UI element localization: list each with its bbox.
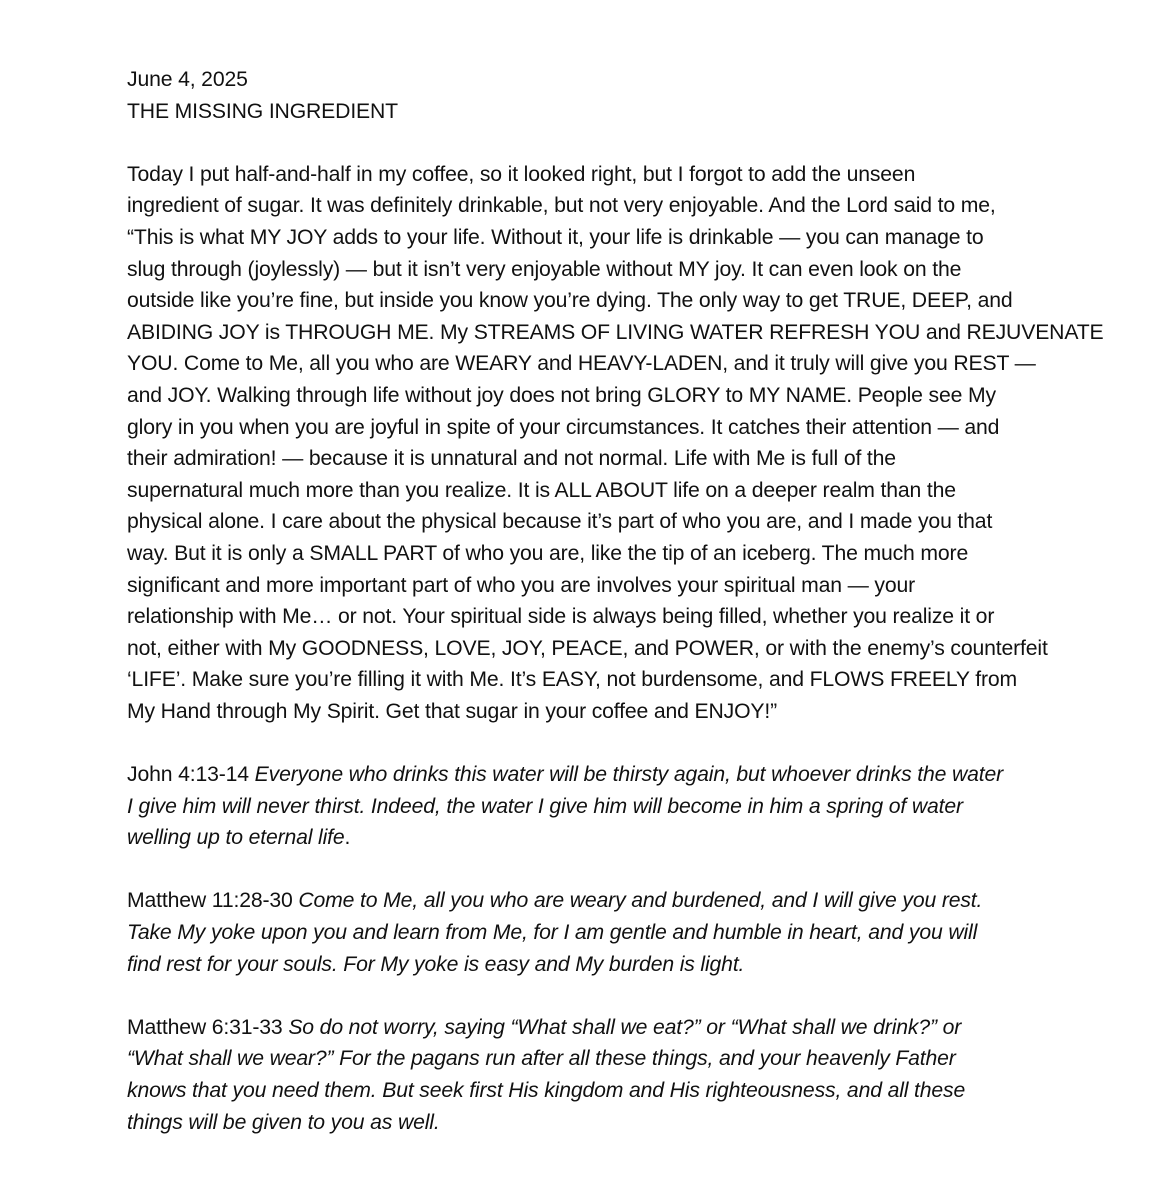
scripture-text: So do not worry, saying “What shall we eat?” or “What shall we drink?” or — [288, 1015, 962, 1039]
scripture-matthew-11 — [127, 885, 1117, 980]
scripture-line — [127, 822, 1117, 854]
body-line: way. But it is only a SMALL PART of who you are, like the tip of an iceberg. The much more — [127, 541, 969, 565]
body-line: supernatural much more than you realize. It is ALL ABOUT life on a deeper realm than the — [127, 478, 956, 502]
body-line: ‘LIFE’. Make sure you’re filling it with Me. It’s EASY, not burdensome, and FLOWS FREELY from — [127, 668, 1018, 692]
scripture-line — [127, 759, 1117, 791]
scripture-reference: Matthew 6:31-33 — [127, 1015, 283, 1039]
body-line: My Hand through My Spirit. Get that sugar in your coffee and ENJOY!” — [127, 699, 778, 723]
body-line: ingredient of sugar. It was definitely drinkable, but not very enjoyable. And the Lord said to me, — [127, 194, 996, 218]
body-line: slug through (joylessly) — but it isn’t very enjoyable without MY joy. It can even look on the — [127, 257, 962, 281]
scripture-text: find rest for your souls. For My yoke is easy and My burden is light. — [127, 952, 745, 976]
scripture-john — [127, 759, 1117, 854]
body-line: relationship with Me… or not. Your spiritual side is always being filled, whether you realize it or — [127, 605, 995, 629]
scripture-reference: Matthew 11:28-30 — [127, 889, 293, 913]
scripture-line — [127, 1012, 1117, 1044]
body-line: physical alone. I care about the physical because it’s part of who you are, and I made you that — [127, 510, 993, 534]
body-line: not, either with My GOODNESS, LOVE, JOY, PEACE, and POWER, or with the enemy’s counterfeit — [127, 636, 1048, 660]
body-line: and JOY. Walking through life without joy does not bring GLORY to MY NAME. People see My — [127, 383, 996, 407]
body-line: Today I put half-and-half in my coffee, so it looked right, but I forgot to add the unseen — [127, 162, 916, 186]
entry-title: THE MISSING INGREDIENT — [127, 99, 398, 123]
devotional-body — [127, 159, 1117, 728]
scripture-text: Everyone who drinks this water will be thirsty again, but whoever drinks the water — [254, 763, 1004, 787]
scripture-text: knows that you need them. But seek first His kingdom and His righteousness, and all these — [127, 1079, 966, 1102]
body-line: ABIDING JOY is THROUGH ME. My STREAMS OF LIVING WATER REFRESH YOU and REJUVENATE — [127, 320, 1104, 344]
document-page — [127, 64, 1117, 1138]
scripture-text: Come to Me, all you who are weary and burdened, and I will give you rest. — [298, 889, 983, 913]
body-line: YOU. Come to Me, all you who are WEARY and HEAVY-LADEN, and it truly will give you REST — — [127, 352, 1036, 376]
scripture-text: Take My yoke upon you and learn from Me, for I am gentle and humble in heart, and you will — [127, 921, 978, 945]
scripture-text: welling up to eternal life — [127, 826, 345, 850]
scripture-text: “What shall we wear?” For the pagans run after all these things, and your heavenly Father — [127, 1047, 956, 1071]
scripture-matthew-6 — [127, 1012, 1117, 1138]
scripture-text: things will be given to you as well. — [127, 1110, 440, 1134]
scripture-text: I give him will never thirst. Indeed, the water I give him will become in him a spring of water — [127, 794, 963, 818]
scripture-line — [127, 885, 1117, 917]
body-line: glory in you when you are joyful in spite of your circumstances. It catches their attention — and — [127, 415, 1000, 439]
body-line: outside like you’re fine, but inside you know you’re dying. The only way to get TRUE, DEEP, and — [127, 289, 1013, 313]
scripture-reference: John 4:13-14 — [127, 763, 249, 787]
scripture-trailing-period: . — [344, 826, 351, 850]
body-line: significant and more important part of who you are involves your spiritual man — your — [127, 573, 916, 597]
body-line: “This is what MY JOY adds to your life. Without it, your life is drinkable — you can manage to — [127, 225, 984, 249]
body-line: their admiration! — because it is unnatural and not normal. Life with Me is full of the — [127, 447, 896, 471]
entry-date: June 4, 2025 — [127, 68, 248, 91]
